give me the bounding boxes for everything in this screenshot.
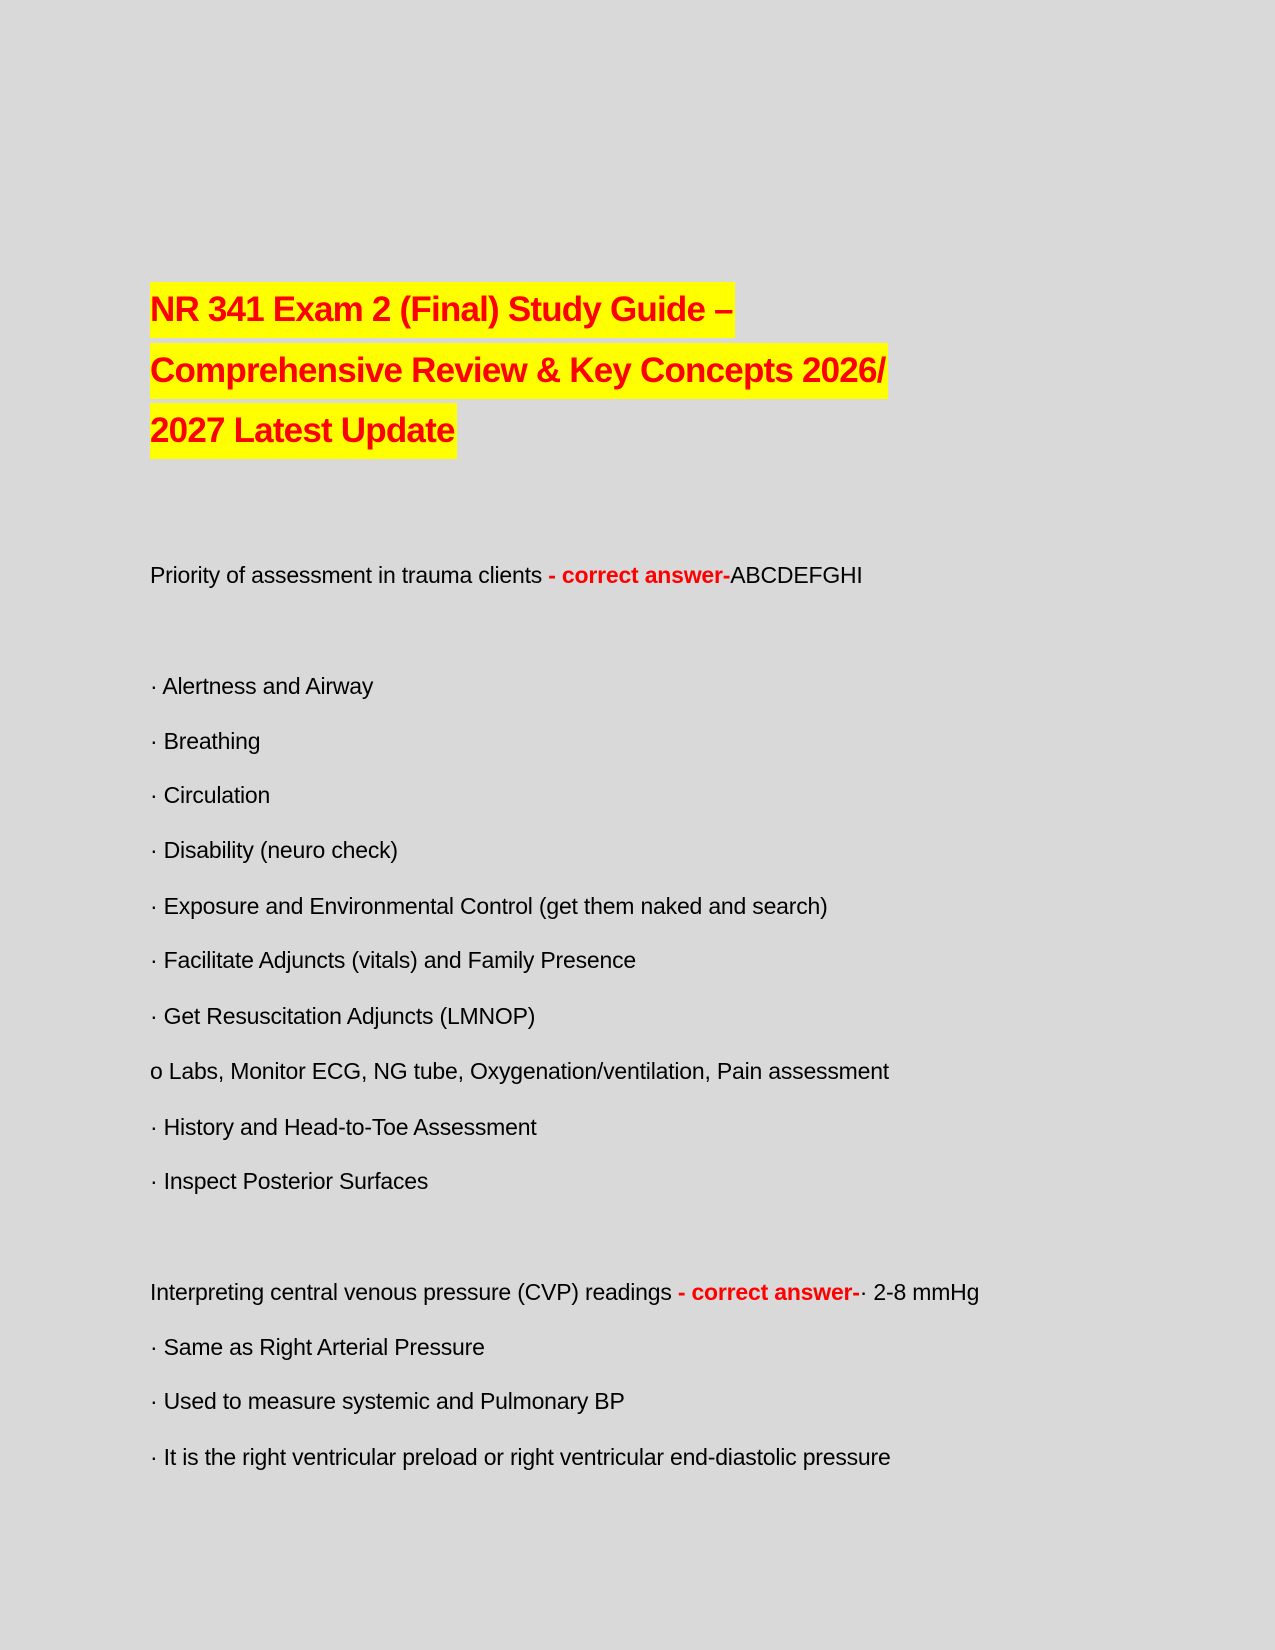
answer-marker: - correct answer- [548,562,731,588]
list-item: · Alertness and Airway [150,673,374,699]
title-line: Comprehensive Review & Key Concepts 2026/ [150,343,888,399]
list-item: o Labs, Monitor ECG, NG tube, Oxygenation/ventilation, Pain assessment [150,1058,889,1084]
question-line [150,1277,979,1307]
question-text: Interpreting central venous pressure (CVP) readings [150,1279,678,1305]
answer-marker: - correct answer- [677,1279,860,1305]
answer-text: · 2-8 mmHg [859,1279,980,1305]
title-line: NR 341 Exam 2 (Final) Study Guide – [150,282,735,338]
answer-text: ABCDEFGHI [730,562,863,588]
question-line [150,560,863,590]
list-item: · Exposure and Environmental Control (get them naked and search) [150,893,828,919]
title-line: 2027 Latest Update [150,403,457,459]
list-item: · It is the right ventricular preload or right ventricular end-diastolic pressure [150,1444,891,1470]
list-item: · Inspect Posterior Surfaces [150,1168,429,1194]
list-item: · Same as Right Arterial Pressure [150,1334,485,1360]
list-item: · Get Resuscitation Adjuncts (LMNOP) [150,1003,536,1029]
list-item: · History and Head-to-Toe Assessment [150,1114,537,1140]
list-item: · Facilitate Adjuncts (vitals) and Family Presence [150,947,636,973]
question-text: Priority of assessment in trauma clients [150,562,549,588]
list-item: · Used to measure systemic and Pulmonary BP [150,1388,625,1414]
list-item: · Disability (neuro check) [150,837,398,863]
list-item: · Circulation [150,782,271,808]
list-item: · Breathing [150,728,261,754]
